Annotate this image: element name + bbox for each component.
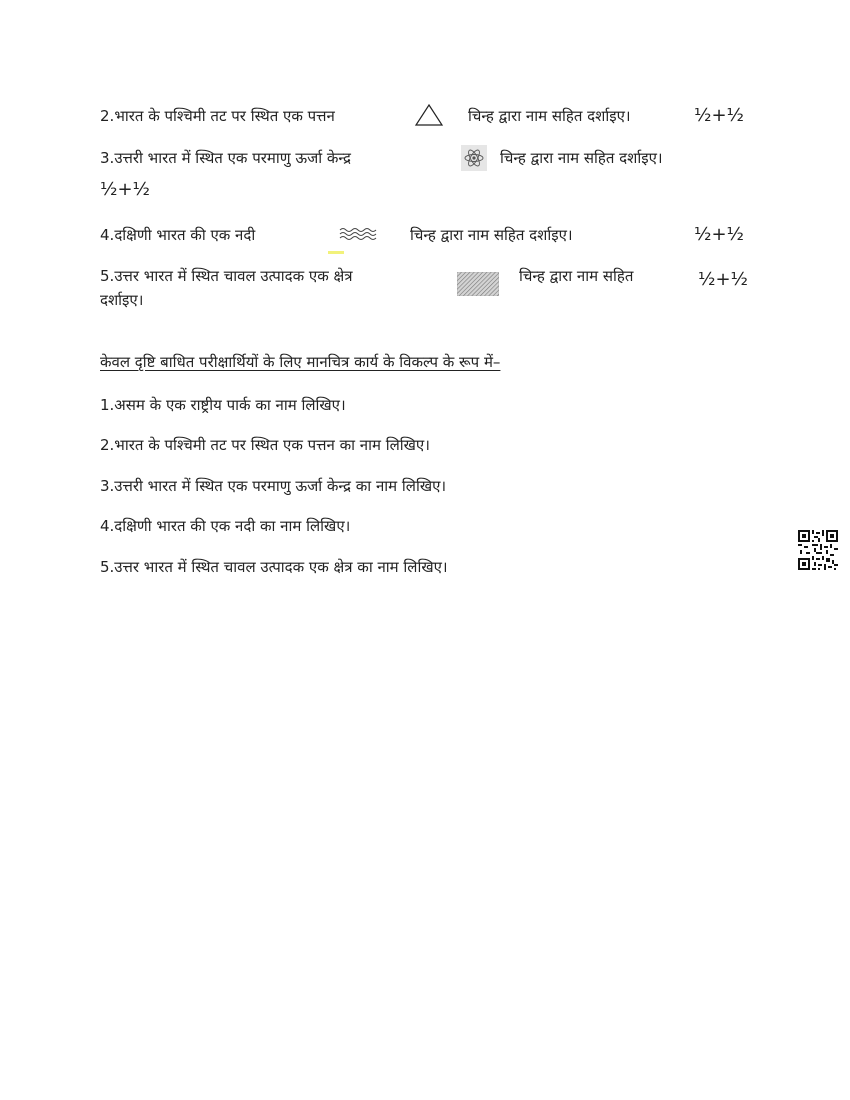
question-text: भारत के पश्चिमी तट पर स्थित एक पत्तन: [114, 107, 335, 125]
atom-icon: [461, 145, 487, 175]
alternative-question-4: 4.दक्षिणी भारत की एक नदी का नाम लिखिए।: [100, 517, 351, 535]
question-text: उत्तरी भारत में स्थित एक परमाणु ऊर्जा केन्द्र: [114, 149, 352, 167]
map-question-5: [100, 266, 353, 286]
marks: ½+½: [100, 179, 150, 200]
question-text-after: चिन्ह द्वारा नाम सहित दर्शाइए।: [468, 107, 631, 125]
question-text-continued: दर्शाइए।: [100, 291, 144, 309]
question-number: 3.: [100, 149, 115, 167]
question-text-after: चिन्ह द्वारा नाम सहित: [519, 267, 634, 285]
qr-code-icon: [798, 530, 838, 574]
alternative-question-1: 1.असम के एक राष्ट्रीय पार्क का नाम लिखिए।: [100, 396, 346, 414]
map-question-2: [100, 106, 335, 126]
question-text-after: चिन्ह द्वारा नाम सहित दर्शाइए।: [500, 149, 663, 167]
question-text-after: चिन्ह द्वारा नाम सहित दर्शाइए।: [410, 226, 573, 244]
map-question-3: [100, 148, 351, 168]
question-number: 4.: [100, 226, 115, 244]
alternative-question-2: 2.भारत के पश्चिमी तट पर स्थित एक पत्तन का नाम लिखिए।: [100, 436, 430, 454]
question-text: दक्षिणी भारत की एक नदी: [114, 226, 256, 244]
marks: ½+½: [694, 224, 744, 245]
alternative-heading: केवल दृष्टि बाधित परीक्षार्थियों के लिए मानचित्र कार्य के विकल्प के रूप में–: [100, 353, 501, 371]
alternative-question-3: 3.उत्तरी भारत में स्थित एक परमाणु ऊर्जा केन्द्र का नाम लिखिए।: [100, 477, 447, 495]
alternative-question-5: 5.उत्तर भारत में स्थित चावल उत्पादक एक क्षेत्र का नाम लिखिए।: [100, 558, 448, 576]
map-question-4: [100, 225, 255, 245]
question-number: 5.: [100, 267, 115, 285]
triangle-icon: [414, 103, 444, 131]
marks: ½+½: [698, 269, 748, 290]
hatched-area-icon: [457, 272, 499, 300]
marks: ½+½: [694, 105, 744, 126]
question-number: 2.: [100, 107, 115, 125]
wave-icon: [326, 224, 384, 260]
question-text: उत्तर भारत में स्थित चावल उत्पादक एक क्षेत्र: [114, 267, 353, 285]
